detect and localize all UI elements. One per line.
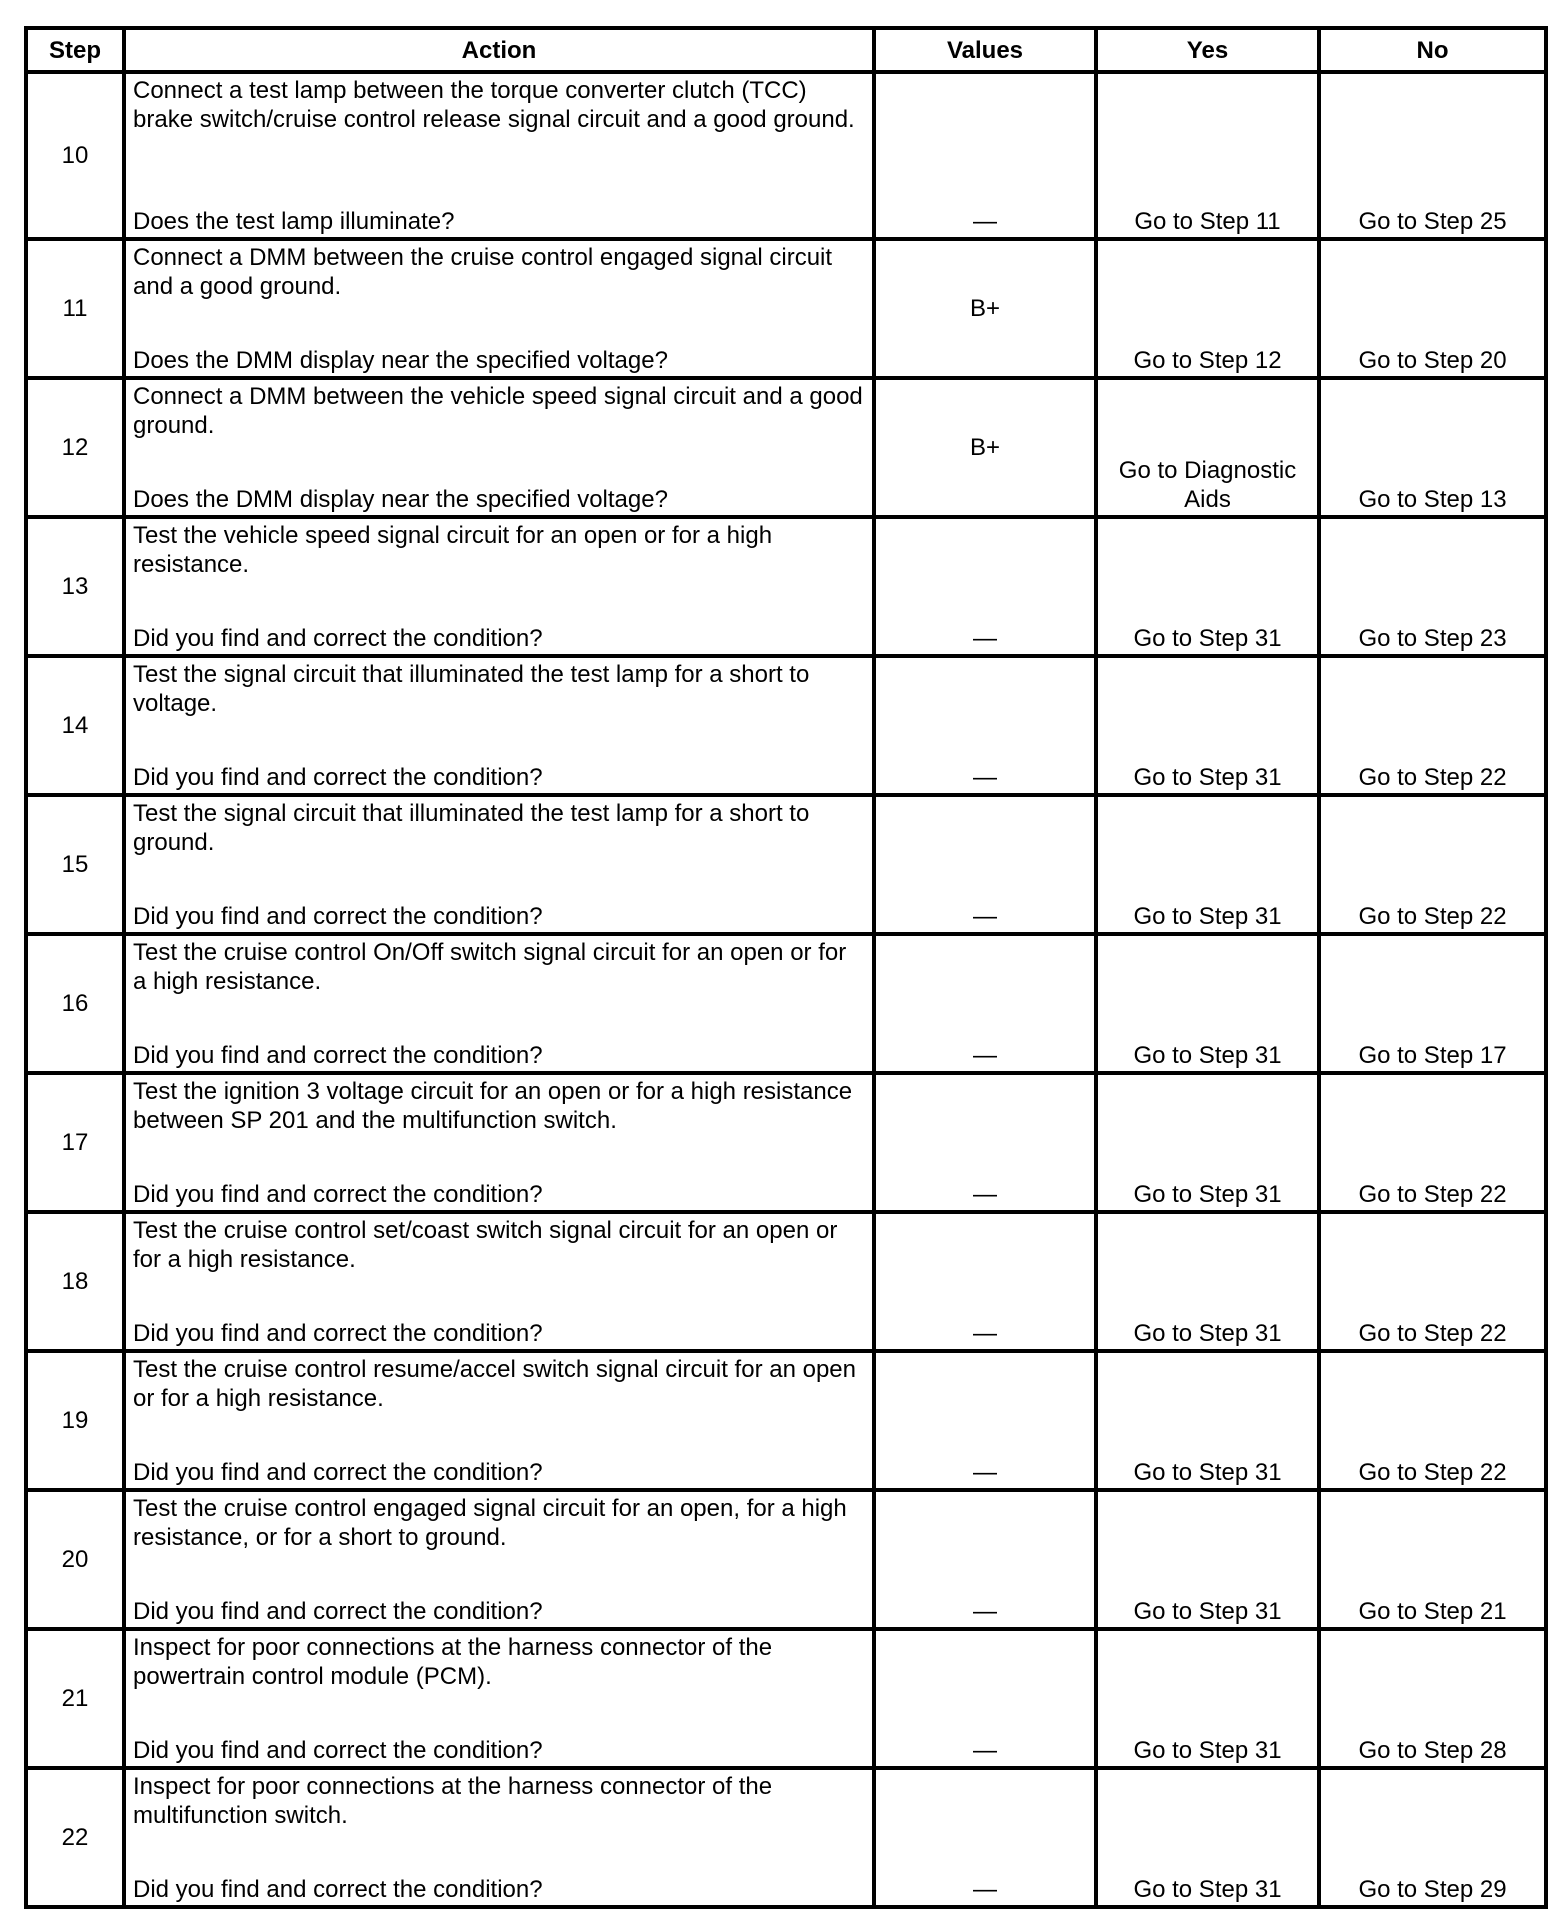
action-question: Did you find and correct the condition? bbox=[133, 1181, 543, 1208]
step-number: 22 bbox=[26, 1768, 124, 1907]
step-number: 13 bbox=[26, 517, 124, 656]
action-cell bbox=[124, 1351, 874, 1490]
table-row bbox=[26, 378, 1546, 517]
value-cell: — bbox=[874, 517, 1096, 656]
no-cell: Go to Step 23 bbox=[1319, 517, 1546, 656]
action-question: Did you find and correct the condition? bbox=[133, 1737, 543, 1764]
action-text: Test the cruise control On/Off switch signal circuit for an open or for a high resistance. bbox=[133, 939, 847, 995]
action-question: Did you find and correct the condition? bbox=[133, 1042, 543, 1069]
yes-cell: Go to Step 31 bbox=[1096, 1073, 1319, 1212]
action-question: Did you find and correct the condition? bbox=[133, 1876, 543, 1903]
no-cell: Go to Step 22 bbox=[1319, 795, 1546, 934]
action-question: Does the DMM display near the specified voltage? bbox=[133, 486, 668, 513]
action-cell bbox=[124, 795, 874, 934]
table-row bbox=[26, 1212, 1546, 1351]
yes-cell: Go to Step 11 bbox=[1096, 72, 1319, 239]
header-action: Action bbox=[124, 28, 874, 72]
header-values: Values bbox=[874, 28, 1096, 72]
action-text: Inspect for poor connections at the harness connector of the multifunction switch. bbox=[133, 1773, 773, 1829]
value-cell: — bbox=[874, 656, 1096, 795]
table-row bbox=[26, 795, 1546, 934]
header-row bbox=[26, 28, 1546, 72]
step-number: 18 bbox=[26, 1212, 124, 1351]
value-cell: — bbox=[874, 934, 1096, 1073]
action-cell bbox=[124, 239, 874, 378]
value-cell: — bbox=[874, 795, 1096, 934]
value-cell: B+ bbox=[874, 239, 1096, 378]
step-number: 10 bbox=[26, 72, 124, 239]
no-cell: Go to Step 25 bbox=[1319, 72, 1546, 239]
header-step: Step bbox=[26, 28, 124, 72]
value-cell: — bbox=[874, 1212, 1096, 1351]
action-question: Did you find and correct the condition? bbox=[133, 903, 543, 930]
no-cell: Go to Step 28 bbox=[1319, 1629, 1546, 1768]
yes-cell: Go to Step 31 bbox=[1096, 1351, 1319, 1490]
action-question: Did you find and correct the condition? bbox=[133, 764, 543, 791]
diagnostic-table bbox=[24, 26, 1548, 1909]
table-row bbox=[26, 1351, 1546, 1490]
no-cell: Go to Step 22 bbox=[1319, 1212, 1546, 1351]
table-row bbox=[26, 1768, 1546, 1907]
no-cell: Go to Step 22 bbox=[1319, 656, 1546, 795]
no-cell: Go to Step 29 bbox=[1319, 1768, 1546, 1907]
action-text: Connect a DMM between the vehicle speed signal circuit and a good ground. bbox=[133, 383, 863, 439]
value-cell: — bbox=[874, 72, 1096, 239]
action-text: Test the cruise control resume/accel switch signal circuit for an open or for a high resistance. bbox=[133, 1356, 856, 1412]
no-cell: Go to Step 20 bbox=[1319, 239, 1546, 378]
table-row bbox=[26, 239, 1546, 378]
action-question: Does the test lamp illuminate? bbox=[133, 208, 455, 235]
value-cell: — bbox=[874, 1629, 1096, 1768]
yes-cell: Go to Step 31 bbox=[1096, 1212, 1319, 1351]
action-cell bbox=[124, 1212, 874, 1351]
table-row bbox=[26, 1490, 1546, 1629]
no-cell: Go to Step 21 bbox=[1319, 1490, 1546, 1629]
action-text: Test the signal circuit that illuminated the test lamp for a short to ground. bbox=[133, 800, 810, 856]
step-number: 19 bbox=[26, 1351, 124, 1490]
no-cell: Go to Step 22 bbox=[1319, 1073, 1546, 1212]
step-number: 17 bbox=[26, 1073, 124, 1212]
table-row bbox=[26, 517, 1546, 656]
table-row bbox=[26, 72, 1546, 239]
step-number: 11 bbox=[26, 239, 124, 378]
no-cell: Go to Step 22 bbox=[1319, 1351, 1546, 1490]
action-text: Connect a test lamp between the torque converter clutch (TCC) brake switch/cruise control release signal circuit and a good ground. bbox=[133, 77, 855, 133]
table-row bbox=[26, 934, 1546, 1073]
action-question: Did you find and correct the condition? bbox=[133, 1598, 543, 1625]
action-cell bbox=[124, 1768, 874, 1907]
yes-cell: Go to Step 31 bbox=[1096, 795, 1319, 934]
value-cell: — bbox=[874, 1490, 1096, 1629]
step-number: 12 bbox=[26, 378, 124, 517]
yes-cell: Go to Step 31 bbox=[1096, 1629, 1319, 1768]
action-text: Connect a DMM between the cruise control engaged signal circuit and a good ground. bbox=[133, 244, 833, 300]
yes-cell: Go to Step 12 bbox=[1096, 239, 1319, 378]
step-number: 21 bbox=[26, 1629, 124, 1768]
value-cell: — bbox=[874, 1768, 1096, 1907]
table-row bbox=[26, 1629, 1546, 1768]
action-cell bbox=[124, 1629, 874, 1768]
action-question: Did you find and correct the condition? bbox=[133, 1320, 543, 1347]
step-number: 16 bbox=[26, 934, 124, 1073]
step-number: 15 bbox=[26, 795, 124, 934]
action-text: Test the ignition 3 voltage circuit for an open or for a high resistance between SP 201 and the multifunction switch. bbox=[133, 1078, 853, 1134]
action-cell bbox=[124, 934, 874, 1073]
yes-cell: Go to Step 31 bbox=[1096, 517, 1319, 656]
step-number: 14 bbox=[26, 656, 124, 795]
action-cell bbox=[124, 517, 874, 656]
table-row bbox=[26, 1073, 1546, 1212]
value-cell: — bbox=[874, 1351, 1096, 1490]
yes-cell: Go to Step 31 bbox=[1096, 1768, 1319, 1907]
yes-cell: Go to Step 31 bbox=[1096, 1490, 1319, 1629]
action-text: Test the cruise control set/coast switch signal circuit for an open or for a high resistance. bbox=[133, 1217, 838, 1273]
action-cell bbox=[124, 1490, 874, 1629]
yes-cell: Go to Step 31 bbox=[1096, 934, 1319, 1073]
action-text: Inspect for poor connections at the harness connector of the powertrain control module (PCM). bbox=[133, 1634, 773, 1690]
table-row bbox=[26, 656, 1546, 795]
action-question: Did you find and correct the condition? bbox=[133, 625, 543, 652]
step-number: 20 bbox=[26, 1490, 124, 1629]
no-cell: Go to Step 13 bbox=[1319, 378, 1546, 517]
value-cell: — bbox=[874, 1073, 1096, 1212]
action-cell bbox=[124, 1073, 874, 1212]
header-no: No bbox=[1319, 28, 1546, 72]
action-question: Does the DMM display near the specified voltage? bbox=[133, 347, 668, 374]
header-yes: Yes bbox=[1096, 28, 1319, 72]
action-text: Test the vehicle speed signal circuit for an open or for a high resistance. bbox=[133, 522, 773, 578]
no-cell: Go to Step 17 bbox=[1319, 934, 1546, 1073]
action-cell bbox=[124, 72, 874, 239]
action-text: Test the cruise control engaged signal circuit for an open, for a high resistance, or for a short to ground. bbox=[133, 1495, 847, 1551]
action-cell bbox=[124, 656, 874, 795]
yes-cell: Go to Diagnostic Aids bbox=[1096, 378, 1319, 517]
action-text: Test the signal circuit that illuminated the test lamp for a short to voltage. bbox=[133, 661, 810, 717]
action-cell bbox=[124, 378, 874, 517]
value-cell: B+ bbox=[874, 378, 1096, 517]
yes-cell: Go to Step 31 bbox=[1096, 656, 1319, 795]
action-question: Did you find and correct the condition? bbox=[133, 1459, 543, 1486]
